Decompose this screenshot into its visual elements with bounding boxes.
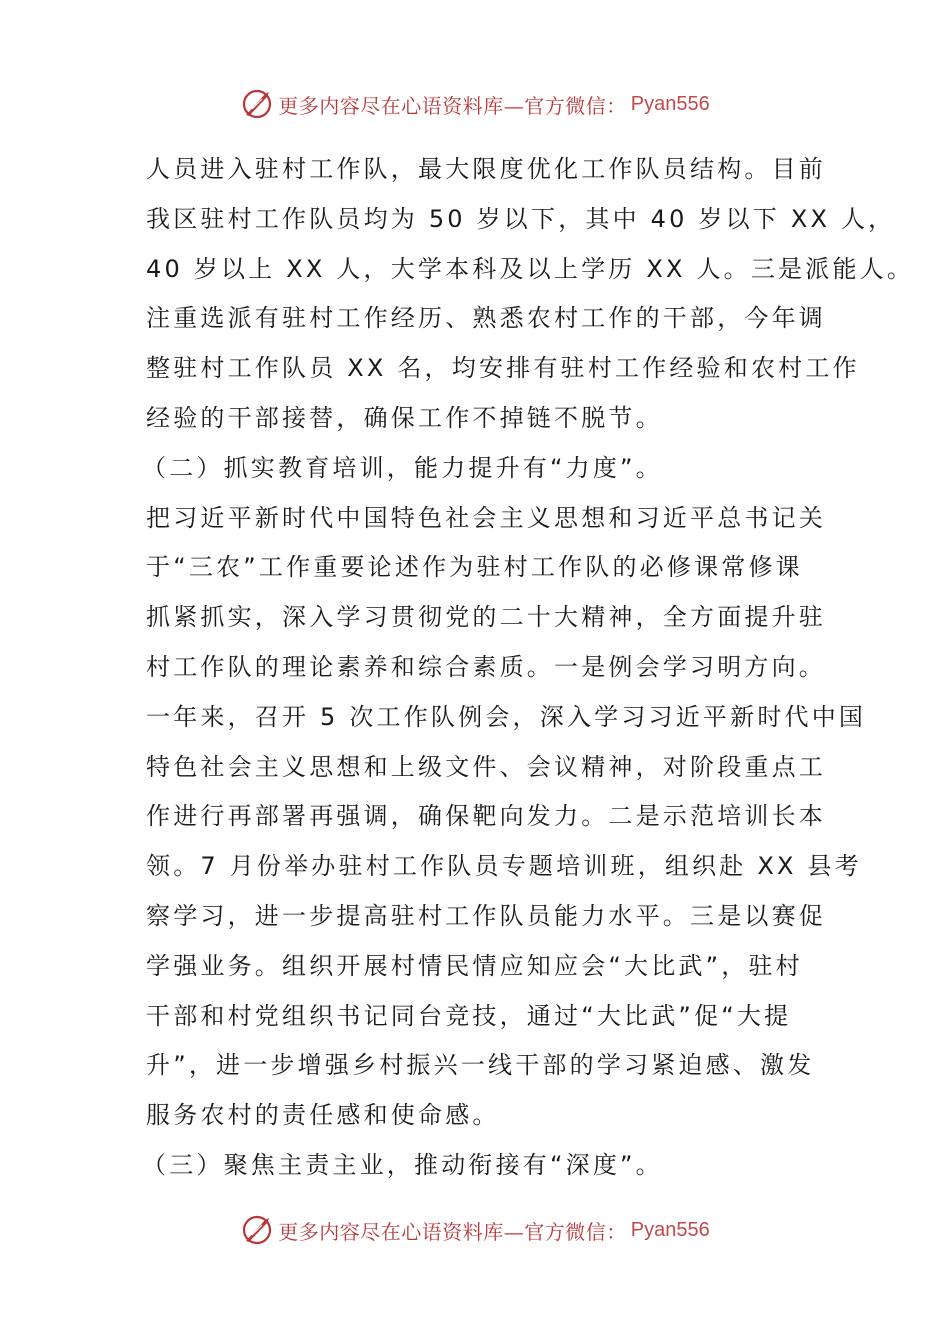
watermark-text: 更多内容尽在心语资料库—官方微信： — [278, 93, 627, 118]
text-line: 作进行再部署再强调，确保靶向发力。二是示范培训长本 — [146, 802, 826, 831]
watermark-account: Pyan556 — [630, 1218, 710, 1241]
header-watermark — [0, 86, 950, 122]
text-line: 我区驻村工作队员均为 50 岁以下，其中 40 岁以下 XX 人， — [146, 204, 896, 233]
text-line: 把习近平新时代中国特色社会主义思想和习近平总书记关 — [146, 503, 826, 532]
text-line: 领。7 月份举办驻村工作队员专题培训班，组织赴 XX 县考 — [146, 852, 862, 881]
watermark-text: 更多内容尽在心语资料库—官方微信： — [278, 1219, 627, 1244]
text-line: 抓紧抓实，深入学习贯彻党的二十大精神，全方面提升驻 — [146, 603, 826, 632]
text-line: 特色社会主义思想和上级文件、会议精神，对阶段重点工 — [146, 752, 826, 781]
text-line: 注重选派有驻村工作经历、熟悉农村工作的干部，今年调 — [146, 304, 826, 333]
text-line: 人员进入驻村工作队，最大限度优化工作队员结构。目前 — [146, 155, 826, 183]
text-line: 学强业务。组织开展村情民情应知应会“大比武”，驻村 — [146, 951, 803, 980]
text-line: 村工作队的理论素养和综合素质。一是例会学习明方向。 — [146, 652, 826, 681]
section-heading: （二）抓实教育培训，能力提升有“力度”。 — [142, 453, 663, 482]
quill-logo-icon — [240, 1213, 274, 1247]
text-line: 40 岁以上 XX 人，大学本科及以上学历 XX 人。三是派能人。 — [146, 254, 915, 283]
watermark-account: Pyan556 — [630, 92, 710, 115]
text-line: 察学习，进一步提高驻村工作队员能力水平。三是以赛促 — [146, 901, 826, 930]
text-line: 经验的干部接替，确保工作不掉链不脱节。 — [146, 403, 663, 432]
text-line: 整驻村工作队员 XX 名，均安排有驻村工作经验和农村工作 — [146, 354, 860, 383]
text-line: 服务农村的责任感和使命感。 — [146, 1101, 500, 1130]
text-line: 一年来，召开 5 次工作队例会，深入学习习近平新时代中国 — [146, 702, 867, 731]
section-heading: （三）聚焦主责主业，推动衔接有“深度”。 — [142, 1150, 663, 1179]
document-body — [142, 145, 915, 1191]
text-line: 升”，进一步增强乡村振兴一线干部的学习紧迫感、激发 — [146, 1051, 815, 1080]
quill-logo-icon — [240, 87, 274, 121]
text-line: 干部和村党组织书记同台竞技，通过“大比武”促“大提 — [146, 1001, 792, 1030]
text-line: 于“三农”工作重要论述作为驻村工作队的必修课常修课 — [146, 553, 803, 582]
footer-watermark — [0, 1212, 950, 1248]
